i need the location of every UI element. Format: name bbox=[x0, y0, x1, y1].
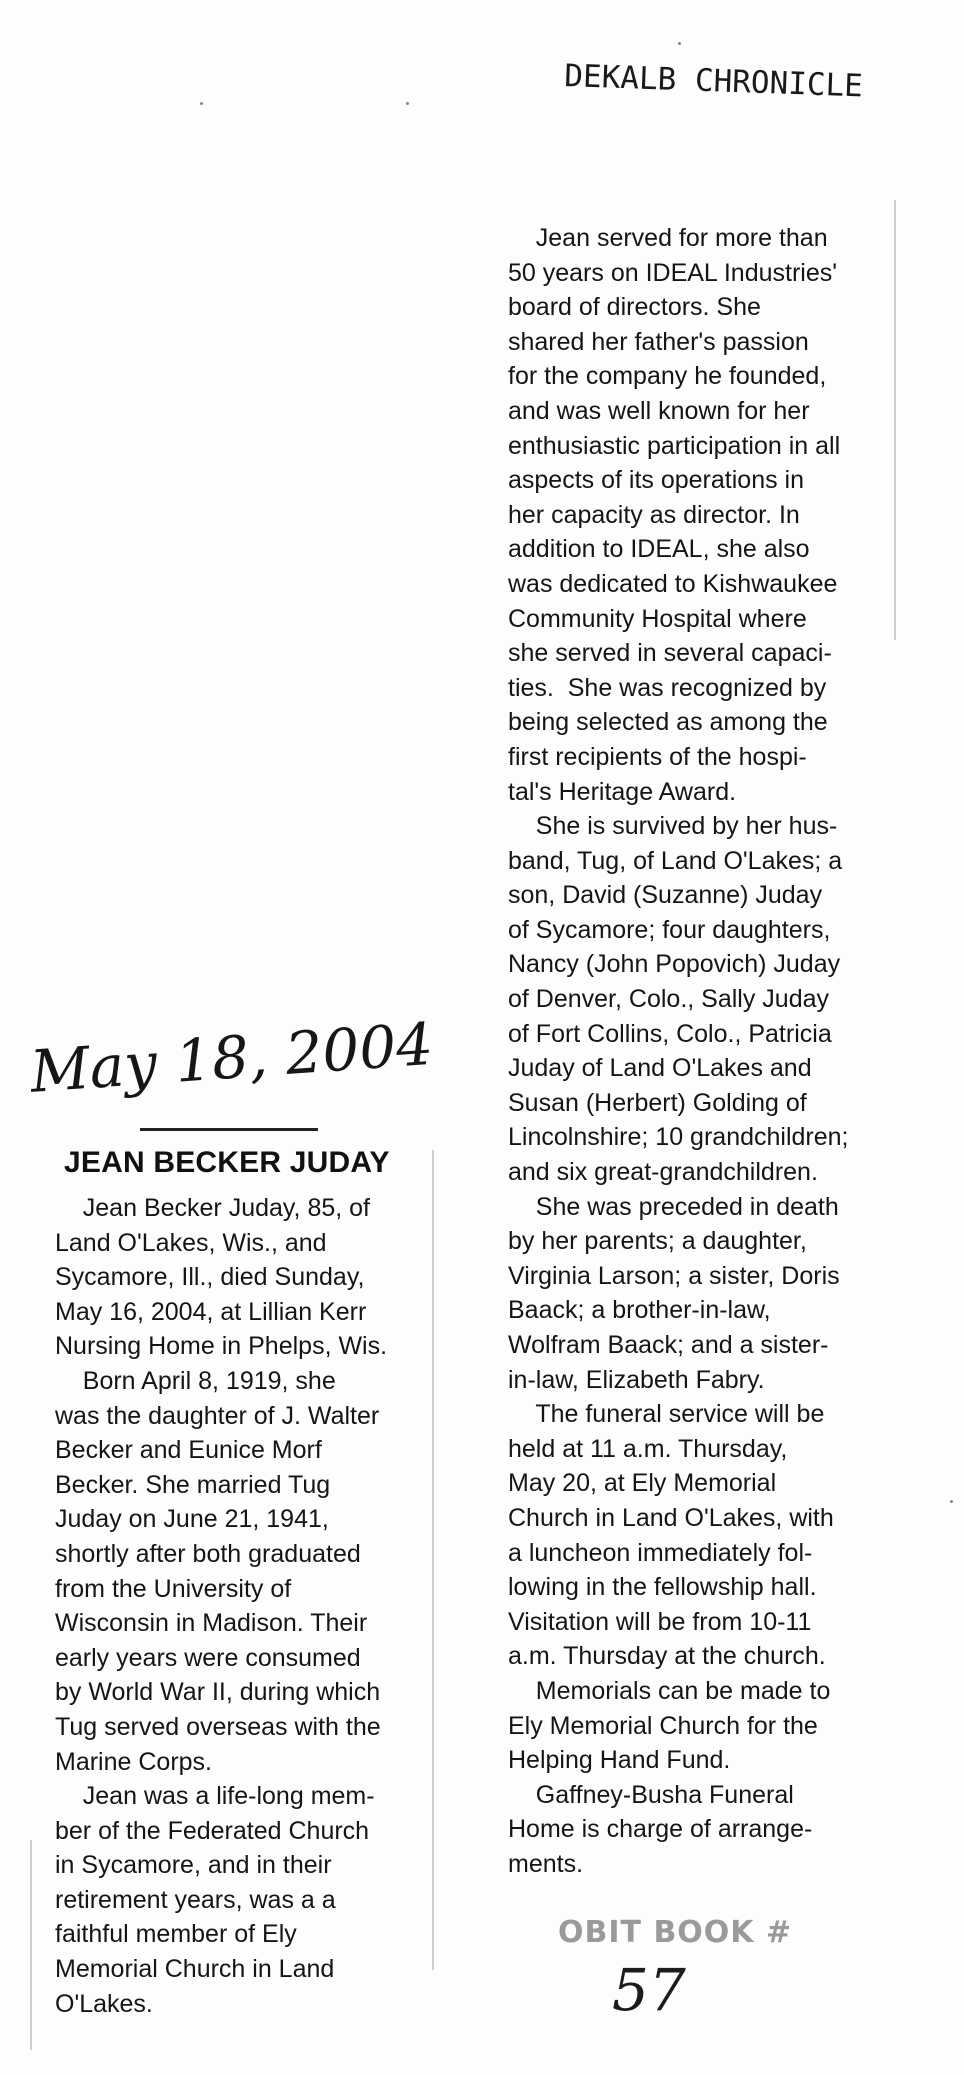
text-line: Visitation will be from 10-11 bbox=[508, 1607, 812, 1636]
text-line: Juday on June 21, 1941, bbox=[55, 1505, 329, 1534]
clipping-edge-mid bbox=[432, 1150, 434, 1970]
text-line: ments. bbox=[508, 1849, 584, 1878]
text-line: for the company he founded, bbox=[508, 362, 827, 391]
text-line: tal's Heritage Award. bbox=[508, 777, 737, 806]
text-line: Baack; a brother-in-law, bbox=[508, 1296, 771, 1325]
scan-speck bbox=[406, 102, 409, 105]
text-line: She was preceded in death bbox=[508, 1192, 839, 1221]
text-line: a luncheon immediately fol- bbox=[508, 1538, 813, 1567]
text-line: retirement years, was a a bbox=[55, 1885, 336, 1914]
text-line: Wisconsin in Madison. Their bbox=[55, 1609, 368, 1638]
handwritten-date: May 18, 2004 bbox=[28, 1009, 436, 1106]
text-line: Sycamore, Ill., died Sunday, bbox=[55, 1263, 365, 1292]
text-line: Jean was a life-long mem- bbox=[55, 1782, 375, 1811]
text-line: Nancy (John Popovich) Juday bbox=[508, 950, 841, 979]
headline-rule bbox=[140, 1128, 318, 1131]
text-line: was the daughter of J. Walter bbox=[55, 1401, 380, 1430]
text-line: in Sycamore, and in their bbox=[55, 1851, 332, 1880]
obituary-headline: JEAN BECKER JUDAY bbox=[64, 1146, 390, 1179]
text-line: addition to IDEAL, she also bbox=[508, 535, 810, 564]
text-line: Marine Corps. bbox=[55, 1747, 212, 1776]
text-line: shared her father's passion bbox=[508, 327, 809, 356]
text-line: May 16, 2004, at Lillian Kerr bbox=[55, 1297, 367, 1326]
text-line: Gaffney-Busha Funeral bbox=[508, 1780, 794, 1809]
text-line: Jean Becker Juday, 85, of bbox=[55, 1194, 370, 1222]
text-line: from the University of bbox=[55, 1574, 292, 1603]
clipping-edge-right bbox=[894, 200, 896, 640]
scan-speck bbox=[950, 1500, 953, 1503]
text-line: Memorial Church in Land bbox=[55, 1955, 335, 1984]
text-line: Becker and Eunice Morf bbox=[55, 1436, 322, 1465]
text-line: of Fort Collins, Colo., Patricia bbox=[508, 1019, 832, 1048]
text-line: early years were consumed bbox=[55, 1643, 361, 1672]
text-line: Nursing Home in Phelps, Wis. bbox=[55, 1332, 388, 1361]
text-line: faithful member of Ely bbox=[55, 1920, 297, 1949]
text-line: O'Lakes. bbox=[55, 1989, 153, 2018]
scan-speck bbox=[678, 42, 681, 45]
text-line: Wolfram Baack; and a sister- bbox=[508, 1331, 829, 1359]
obit-book-number: 57 bbox=[612, 1956, 686, 2024]
text-line: Jean served for more than bbox=[508, 224, 828, 252]
left-text-column bbox=[55, 1191, 430, 2021]
text-line: 50 years on IDEAL Industries' bbox=[508, 258, 838, 287]
text-line: by her parents; a daughter, bbox=[508, 1227, 807, 1256]
text-line: shortly after both graduated bbox=[55, 1539, 361, 1568]
text-line: aspects of its operations in bbox=[508, 466, 804, 495]
text-line: Virginia Larson; a sister, Doris bbox=[508, 1261, 840, 1290]
text-line: son, David (Suzanne) Juday bbox=[508, 881, 823, 910]
text-line: Home is charge of arrange- bbox=[508, 1815, 813, 1844]
text-line: Becker. She married Tug bbox=[55, 1470, 331, 1499]
clipping-edge-left bbox=[30, 1840, 32, 2050]
text-line: Susan (Herbert) Golding of bbox=[508, 1088, 807, 1117]
text-line: She is survived by her hus- bbox=[508, 812, 838, 841]
scan-speck bbox=[200, 102, 203, 105]
text-line: of Denver, Colo., Sally Juday bbox=[508, 985, 829, 1014]
text-line: Land O'Lakes, Wis., and bbox=[55, 1228, 327, 1257]
text-line: was dedicated to Kishwaukee bbox=[508, 569, 838, 598]
text-line: and six great-grandchildren. bbox=[508, 1158, 818, 1187]
text-line: board of directors. She bbox=[508, 293, 761, 322]
text-line: in-law, Elizabeth Fabry. bbox=[508, 1365, 765, 1394]
text-line: Tug served overseas with the bbox=[55, 1712, 381, 1741]
text-line: lowing in the fellowship hall. bbox=[508, 1573, 817, 1602]
text-line: ber of the Federated Church bbox=[55, 1816, 370, 1845]
text-line: her capacity as director. In bbox=[508, 500, 800, 529]
text-line: Memorials can be made to bbox=[508, 1676, 831, 1705]
right-text-column bbox=[508, 221, 898, 1882]
text-line: by World War II, during which bbox=[55, 1678, 381, 1707]
text-line: held at 11 a.m. Thursday, bbox=[508, 1434, 788, 1463]
text-line: Juday of Land O'Lakes and bbox=[508, 1054, 812, 1083]
obit-book-stamp: OBIT BOOK # bbox=[558, 1915, 793, 1950]
text-line: and was well known for her bbox=[508, 396, 810, 425]
text-line: first recipients of the hospi- bbox=[508, 742, 807, 771]
text-line: being selected as among the bbox=[508, 708, 828, 737]
text-line: Church in Land O'Lakes, with bbox=[508, 1503, 834, 1532]
text-line: she served in several capaci- bbox=[508, 639, 832, 668]
text-line: Ely Memorial Church for the bbox=[508, 1711, 818, 1740]
text-line: ties. She was recognized by bbox=[508, 673, 827, 702]
text-line: Lincolnshire; 10 grandchildren; bbox=[508, 1123, 849, 1152]
text-line: a.m. Thursday at the church. bbox=[508, 1642, 826, 1671]
publication-name: DEKALB CHRONICLE bbox=[563, 58, 864, 105]
text-line: The funeral service will be bbox=[508, 1400, 825, 1429]
text-line: band, Tug, of Land O'Lakes; a bbox=[508, 846, 843, 875]
text-line: Born April 8, 1919, she bbox=[55, 1366, 336, 1395]
text-line: enthusiastic participation in all bbox=[508, 431, 841, 460]
text-line: May 20, at Ely Memorial bbox=[508, 1469, 777, 1498]
text-line: Community Hospital where bbox=[508, 604, 807, 633]
text-line: of Sycamore; four daughters, bbox=[508, 915, 831, 944]
text-line: Helping Hand Fund. bbox=[508, 1746, 731, 1775]
